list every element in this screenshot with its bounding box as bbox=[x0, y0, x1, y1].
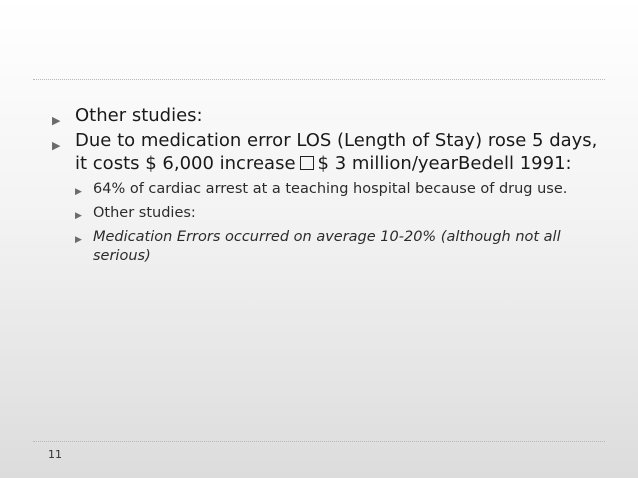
top-divider bbox=[33, 79, 605, 80]
subbullet-other-studies bbox=[75, 204, 610, 223]
checkbox-glyph-icon bbox=[300, 156, 314, 170]
slide-content bbox=[50, 104, 610, 266]
subbullet-medication-errors bbox=[75, 228, 610, 266]
bullet-text-after: $ 3 million/yearBedell 1991: bbox=[317, 153, 572, 174]
subbullet-arrow-icon: ▶ bbox=[75, 211, 82, 221]
subbullet-arrow-icon: ▶ bbox=[75, 235, 82, 245]
subbullet-cardiac-arrest bbox=[75, 180, 610, 199]
bullet-other-studies bbox=[50, 104, 610, 127]
subbullet-text: Medication Errors occurred on average 10-20% (although not all serious) bbox=[93, 229, 561, 264]
bullet-text-before: Due to medication error LOS (Length of Stay) rose 5 days, it costs $ 6,000 increase bbox=[75, 130, 598, 174]
page-number: 11 bbox=[48, 448, 62, 461]
bullet-text: Other studies: bbox=[75, 105, 203, 126]
bullet-medication-error bbox=[50, 129, 610, 175]
subbullet-text: 64% of cardiac arrest at a teaching hospital because of drug use. bbox=[93, 181, 568, 197]
subbullet-arrow-icon: ▶ bbox=[75, 187, 82, 197]
subbullet-text: Other studies: bbox=[93, 205, 196, 221]
bullet-arrow-icon: ▶ bbox=[52, 139, 61, 152]
bottom-divider bbox=[33, 441, 605, 442]
bullet-arrow-icon: ▶ bbox=[52, 114, 61, 127]
